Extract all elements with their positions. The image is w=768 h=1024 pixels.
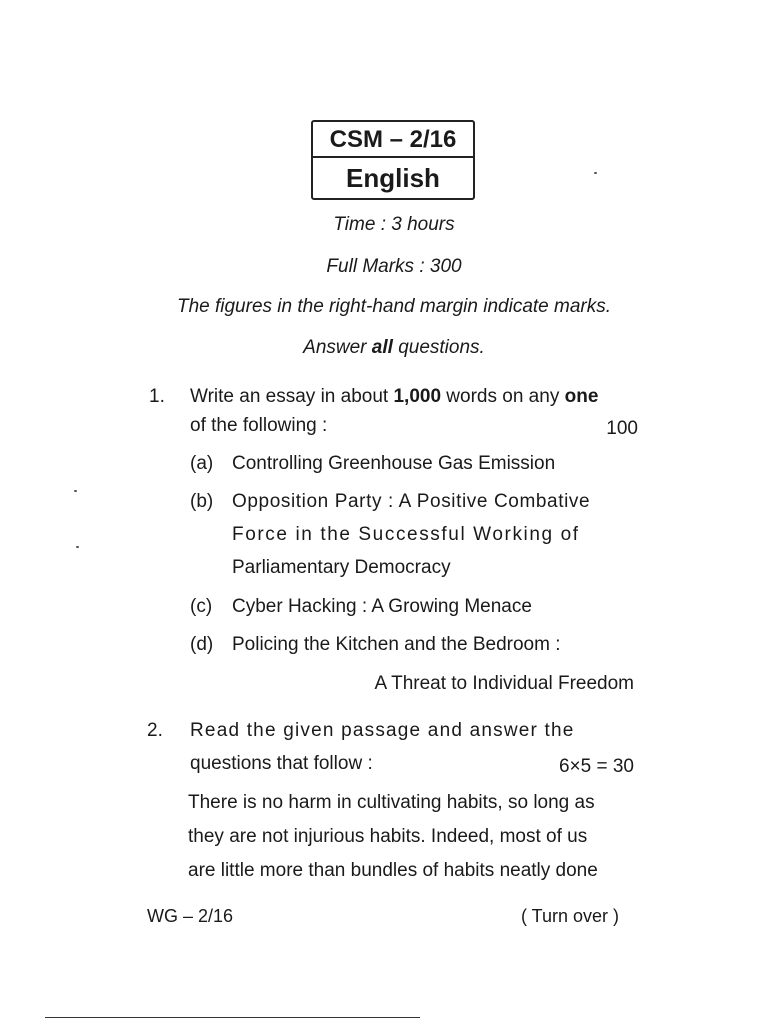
answer-bold: all	[371, 337, 393, 358]
option-a-label: (a)	[190, 453, 214, 474]
q1-bold-one: one	[564, 386, 599, 407]
q1-bold-word-count: 1,000	[393, 386, 442, 407]
paper-code: CSM – 2/16	[313, 122, 473, 158]
question-1-line-2: of the following :	[190, 415, 328, 436]
marks-instruction: The figures in the right-hand margin indicate marks.	[176, 296, 612, 317]
question-1-number: 1.	[149, 386, 165, 407]
question-2-line-1: Read the given passage and answer the	[190, 720, 575, 741]
question-2-line-2: questions that follow :	[190, 753, 373, 774]
option-b-text-line-2: Force in the Successful Working of	[232, 524, 580, 545]
option-b-label: (b)	[190, 491, 214, 512]
question-2-marks: 6×5 = 30	[558, 756, 634, 777]
q1-text-a: Write an essay in about	[190, 386, 394, 407]
time-allowed: Time : 3 hours	[333, 214, 455, 235]
option-b-text-line-3: Parliamentary Democracy	[232, 557, 451, 578]
option-a-text: Controlling Greenhouse Gas Emission	[232, 453, 556, 474]
q1-text-b: words on any	[441, 386, 565, 407]
scan-speck	[76, 546, 79, 548]
option-d-label: (d)	[190, 634, 214, 655]
bottom-rule	[45, 1017, 420, 1018]
option-b-text-line-1: Opposition Party : A Positive Combative	[232, 491, 591, 512]
passage-line-3: are little more than bundles of habits neatly done	[188, 860, 598, 881]
question-2-number: 2.	[147, 720, 163, 741]
scan-speck	[594, 172, 597, 174]
passage-line-1: There is no harm in cultivating habits, so long as	[188, 792, 595, 813]
passage-line-2: they are not injurious habits. Indeed, most of us	[188, 826, 588, 847]
option-c-label: (c)	[190, 596, 213, 617]
footer-code: WG – 2/16	[147, 906, 234, 926]
paper-subject: English	[346, 163, 440, 193]
question-1-marks: 100	[606, 418, 638, 439]
full-marks: Full Marks : 300	[326, 256, 462, 277]
option-d-text-line-2: A Threat to Individual Freedom	[374, 673, 634, 694]
answer-instruction	[0, 337, 768, 359]
turn-over-note: ( Turn over )	[521, 906, 620, 926]
question-1-line-1	[190, 386, 598, 408]
option-d-text-line-1: Policing the Kitchen and the Bedroom :	[232, 634, 561, 655]
option-c-text: Cyber Hacking : A Growing Menace	[232, 596, 532, 617]
scan-speck	[74, 490, 77, 492]
answer-prefix: Answer	[303, 337, 372, 358]
answer-suffix: questions.	[392, 337, 485, 358]
paper-code-box	[311, 120, 475, 200]
